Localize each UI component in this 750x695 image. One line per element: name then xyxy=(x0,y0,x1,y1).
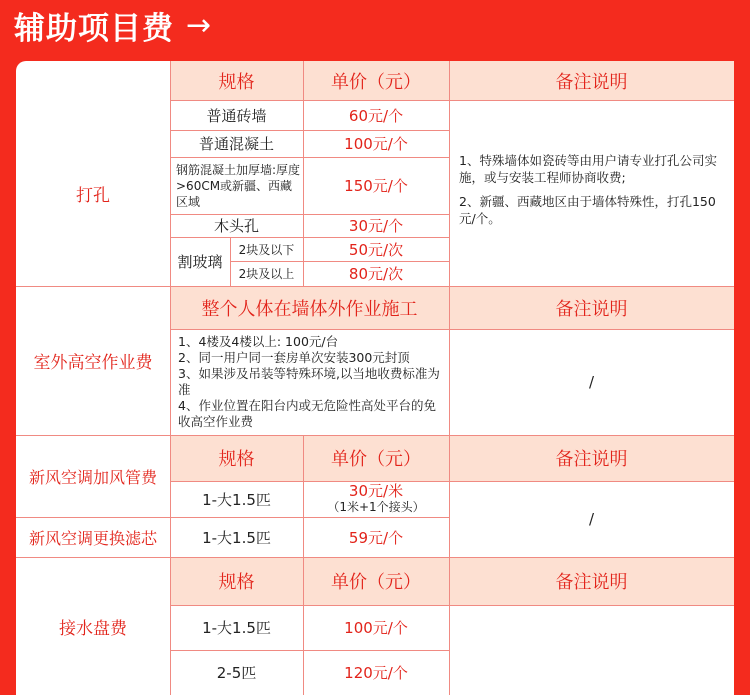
fresh-air-remark: / xyxy=(588,510,595,528)
grid-line xyxy=(170,329,734,330)
column-header-price: 单价（元） xyxy=(303,557,449,605)
grid-line xyxy=(170,214,449,215)
column-header-spec: 规格 xyxy=(170,557,303,605)
grid-line xyxy=(170,481,734,482)
grid-line xyxy=(170,237,449,238)
outdoor-remark: / xyxy=(588,373,595,391)
grid-line xyxy=(16,557,734,558)
spec-cell: 1-大1.5匹 xyxy=(202,528,271,547)
spec-cell: 普通混凝土 xyxy=(198,135,274,153)
section-label-outdoor: 室外高空作业费 xyxy=(33,353,153,373)
column-header-spec: 规格 xyxy=(170,435,303,481)
spec-cell: 1-大1.5匹 xyxy=(202,619,271,637)
grid-line xyxy=(16,286,734,287)
grid-line xyxy=(16,435,734,436)
price-cell xyxy=(303,481,449,517)
price-cell: 100元/个 xyxy=(344,619,408,637)
price-cell: 120元/个 xyxy=(344,664,408,682)
price-cell: 50元/次 xyxy=(348,240,404,259)
column-header-spec: 规格 xyxy=(170,61,303,100)
column-header-remark: 备注说明 xyxy=(449,286,734,329)
section-label-duct: 新风空调加风管费 xyxy=(28,467,157,487)
page-title: 辅助项目费 xyxy=(14,10,174,47)
price-cell: 60元/个 xyxy=(348,106,404,125)
price-cell: 30元/个 xyxy=(348,217,404,235)
section-label-drilling: 打孔 xyxy=(76,185,110,206)
glass-spec-cell: 2块及以下 xyxy=(238,242,295,257)
price-note: （1米+1个接头） xyxy=(327,500,425,514)
column-header-price: 单价（元） xyxy=(303,61,449,100)
section-label-filter: 新风空调更换滤芯 xyxy=(28,528,157,548)
grid-line xyxy=(16,517,449,518)
rule-item: 3、如果涉及吊装等特殊环境,以当地收费标准为准 xyxy=(178,366,440,397)
grid-line xyxy=(170,157,449,158)
grid-line xyxy=(170,130,449,131)
price-cell: 59元/个 xyxy=(348,528,404,547)
arrow-right-icon[interactable]: → xyxy=(186,7,212,43)
column-header-remark: 备注说明 xyxy=(449,557,734,605)
rule-item: 1、4楼及4楼以上: 100元/台 xyxy=(178,334,339,349)
rule-item: 2、同一用户同一套房单次安装300元封顶 xyxy=(178,350,410,365)
note-item: 1、特殊墙体如瓷砖等由用户请专业打孔公司实施，或与安装工程师协商收费; xyxy=(459,153,717,185)
spec-cell: 1-大1.5匹 xyxy=(202,490,271,509)
grid-line xyxy=(303,435,304,695)
spec-cell: 木头孔 xyxy=(213,217,259,235)
page-header xyxy=(14,5,211,45)
price-value: 30元/米 xyxy=(348,482,404,500)
glass-label: 割玻璃 xyxy=(177,253,223,271)
fee-table xyxy=(16,61,734,695)
grid-line xyxy=(230,261,449,262)
spec-cell: 钢筋混凝土加厚墙:厚度>60CM或新疆、西藏区域 xyxy=(176,162,301,209)
spec-cell: 2-5匹 xyxy=(216,664,257,682)
spec-cell: 普通砖墙 xyxy=(206,106,267,125)
grid-line xyxy=(303,61,304,286)
grid-line xyxy=(170,100,734,101)
grid-line xyxy=(170,650,449,651)
grid-line xyxy=(449,61,450,695)
outdoor-heading: 整个人体在墙体外作业施工 xyxy=(170,286,449,329)
price-cell: 80元/次 xyxy=(348,265,404,283)
rule-item: 4、作业位置在阳台内或无危险性高处平台的免收高空作业费 xyxy=(178,398,436,429)
grid-line xyxy=(170,605,734,606)
drilling-notes xyxy=(449,100,734,286)
column-header-remark: 备注说明 xyxy=(449,435,734,481)
glass-spec-cell: 2块及以上 xyxy=(238,267,295,281)
column-header-remark: 备注说明 xyxy=(449,61,734,100)
section-label-drain-pan: 接水盘费 xyxy=(59,618,127,639)
column-header-price: 单价（元） xyxy=(303,435,449,481)
outdoor-rules xyxy=(170,329,449,435)
note-item: 2、新疆、西藏地区由于墙体特殊性，打孔150元/个。 xyxy=(459,194,716,226)
price-cell: 150元/个 xyxy=(344,177,408,195)
price-cell: 100元/个 xyxy=(344,135,408,153)
